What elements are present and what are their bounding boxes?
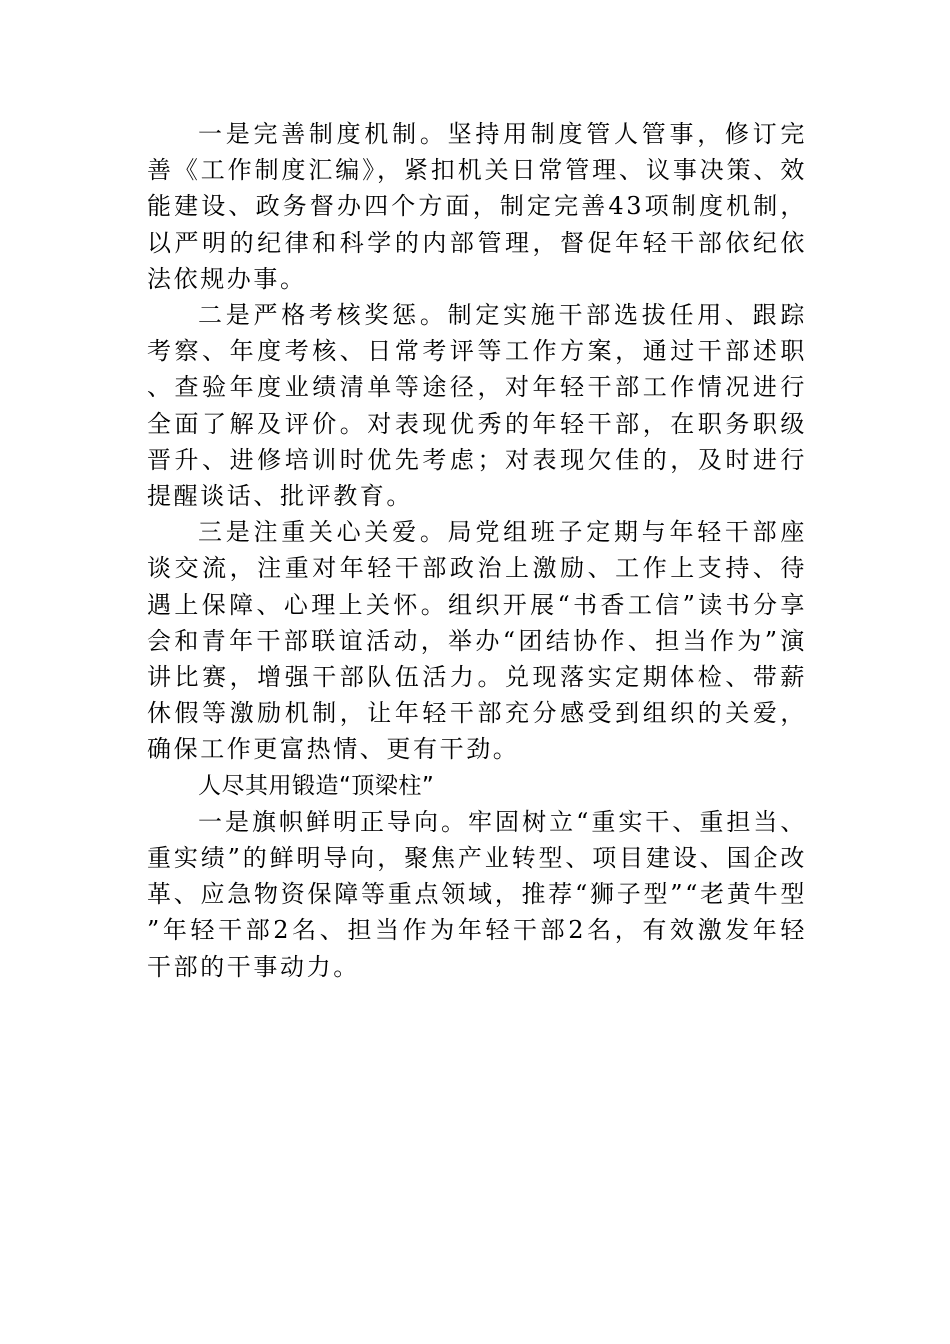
- paragraph-improve-system: 一是完善制度机制。坚持用制度管人管事，修订完善《工作制度汇编》，紧扣机关日常管理、议事决策、效能建设、政务督办四个方面，制定完善43项制度机制，以严明的纪律和科学的内部管理，督促年轻干部依纪依法依规办事。: [147, 120, 807, 293]
- document-body: [147, 116, 807, 985]
- paragraph-orientation: 一是旗帜鲜明正导向。牢固树立“重实干、重担当、重实绩”的鲜明导向，聚焦产业转型、项目建设、国企改革、应急物资保障等重点领域，推荐“狮子型”“老黄牛型”年轻干部2名、担当作为年轻干部2名，有效激发年轻干部的干事动力。: [147, 807, 807, 981]
- section-heading: 人尽其用锻造“顶梁柱”: [198, 772, 435, 799]
- paragraph-assessment: 二是严格考核奖惩。制定实施干部选拔任用、跟踪考察、年度考核、日常考评等工作方案，通过干部述职、查验年度业绩清单等途径，对年轻干部工作情况进行全面了解及评价。对表现优秀的年轻干部，在职务职级晋升、进修培训时优先考虑；对表现欠佳的，及时进行提醒谈话、批评教育。: [147, 301, 807, 511]
- paragraph-care: 三是注重关心关爱。局党组班子定期与年轻干部座谈交流，注重对年轻干部政治上激励、工作上支持、待遇上保障、心理上关怀。组织开展“书香工信”读书分享会和青年干部联谊活动，举办“团结协作、担当作为”演讲比赛，增强干部队伍活力。兑现落实定期体检、带薪休假等激励机制，让年轻干部充分感受到组织的关爱，确保工作更富热情、更有干劲。: [147, 518, 807, 764]
